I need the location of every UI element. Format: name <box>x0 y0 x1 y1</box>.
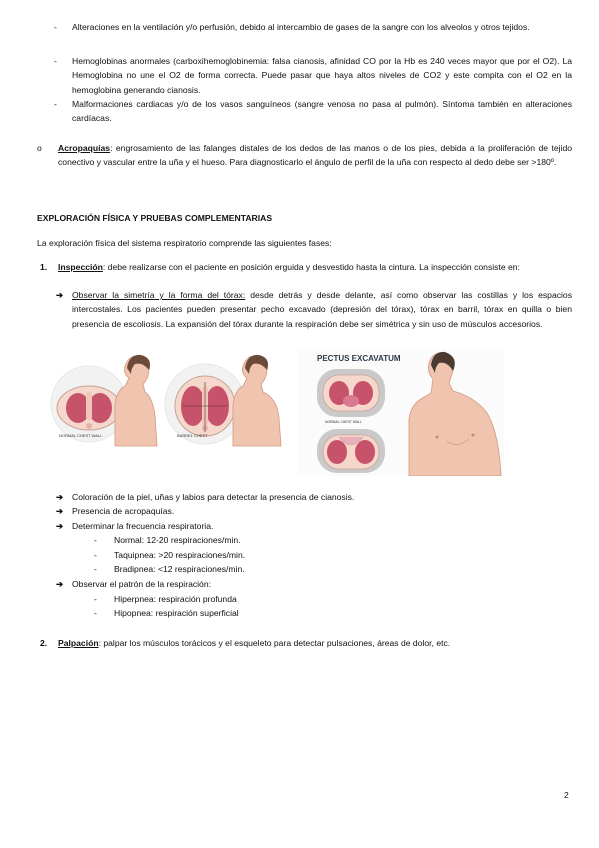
chest-comparison-figure <box>45 346 290 448</box>
list-marker: - <box>54 99 57 109</box>
list-marker: o <box>37 143 42 153</box>
pectus-inner-label: NORMAL CHEST WALL <box>325 420 362 424</box>
palpation-paragraph <box>58 636 572 650</box>
arrow-icon: ➔ <box>56 290 64 300</box>
list-item: Hiperpnea: respiración profunda <box>114 594 237 604</box>
list-item: Taquipnea: >20 respiraciones/min. <box>114 550 246 560</box>
pectus-excavatum-figure <box>297 349 504 476</box>
list-marker: - <box>94 564 97 574</box>
inspection-text: : debe realizarse con el paciente en posición erguida y desvestido hasta la cintura. La inspección consiste en: <box>102 262 520 272</box>
symmetry-paragraph <box>72 288 572 331</box>
arrow-icon: ➔ <box>56 506 64 516</box>
list-item: Hipopnea: respiración superficial <box>114 608 239 618</box>
list-item: Normal: 12-20 respiraciones/min. <box>114 535 241 545</box>
arrow-icon: ➔ <box>56 579 64 589</box>
pectus-title: PECTUS EXCAVATUM <box>317 354 401 363</box>
arrow-item-acropaquias: Presencia de acropaquías. <box>72 506 175 516</box>
term-palpacion: Palpación <box>58 638 99 648</box>
list-item: Hemoglobinas anormales (carboxihemoglobinemia: falsa cianosis, afinidad CO por la Hb es 240 veces mayor que por el O2). La Hemoglobina no une el O2 de forma correcta. Puede pasar que haya altos niveles de CO2 y este compita con el O2 en la hemoglobina generando cianosis. <box>72 56 572 95</box>
inspection-paragraph <box>58 260 572 274</box>
list-marker: - <box>94 608 97 618</box>
palpation-text: : palpar los músculos torácicos y el esqueleto para detectar pulsaciones, áreas de dolor, etc. <box>98 638 451 648</box>
section-title: EXPLORACIÓN FÍSICA Y PRUEBAS COMPLEMENTARIAS <box>37 213 273 223</box>
list-item: Alteraciones en la ventilación y/o perfusión, debido al intercambio de gases de la sangre con los alveolos y otros tejidos. <box>72 22 530 32</box>
list-item: Bradipnea: <12 respiraciones/min. <box>114 564 245 574</box>
figure-label-barrel: BARREL CHEST <box>177 433 208 438</box>
arrow-icon: ➔ <box>56 492 64 502</box>
arrow-icon: ➔ <box>56 521 64 531</box>
list-marker: - <box>94 550 97 560</box>
acropaquias-paragraph <box>58 141 572 170</box>
symmetry-text: desde detrás y desde delante, así como observar las costillas y los espacios intercostales. Los pacientes pueden presentar pecho excavado (depresión del tórax), tórax en barril, tórax en quilla o bien presencia de escoliosis. La expansión del tórax durante la respiración debe ser simétrica y sin uso de músculos accesorios. <box>72 290 573 329</box>
intro-text: La exploración física del sistema respiratorio comprende las siguientes fases: <box>37 238 332 248</box>
symmetry-heading: Observar la simetría y la forma del tórax: <box>72 290 246 300</box>
list-marker: - <box>94 594 97 604</box>
page-number: 2 <box>564 790 569 800</box>
acropaquias-text: : engrosamiento de las falanges distales de los dedos de las manos o de los pies, debida a la proliferación de tejido conectivo y vascular entre la uña y el hueso. Para diagnosticarlo el ángulo de perfil de la uña con respecto al dedo debe ser >180º. <box>58 143 572 168</box>
list-marker: - <box>54 56 57 66</box>
list-marker: - <box>54 22 57 32</box>
arrow-item-cyanosis: Coloración de la piel, uñas y labios para detectar la presencia de cianosis. <box>72 492 355 502</box>
term-acropaquias: Acropaquías <box>58 143 111 153</box>
arrow-item-pattern: Observar el patrón de la respiración: <box>72 579 212 589</box>
list-marker: - <box>94 535 97 545</box>
list-number: 2. <box>40 638 48 648</box>
list-number: 1. <box>40 262 48 272</box>
term-inspeccion: Inspección <box>58 262 103 272</box>
list-item: Malformaciones cardiacas y/o de los vasos sanguíneos (sangre venosa no pasa al pulmón). Síntoma también en alteraciones cardíacas. <box>72 99 572 124</box>
figure-label-normal: NORMAL CHEST WALL <box>59 433 103 438</box>
arrow-item-frequency: Determinar la frecuencia respiratoria. <box>72 521 214 531</box>
